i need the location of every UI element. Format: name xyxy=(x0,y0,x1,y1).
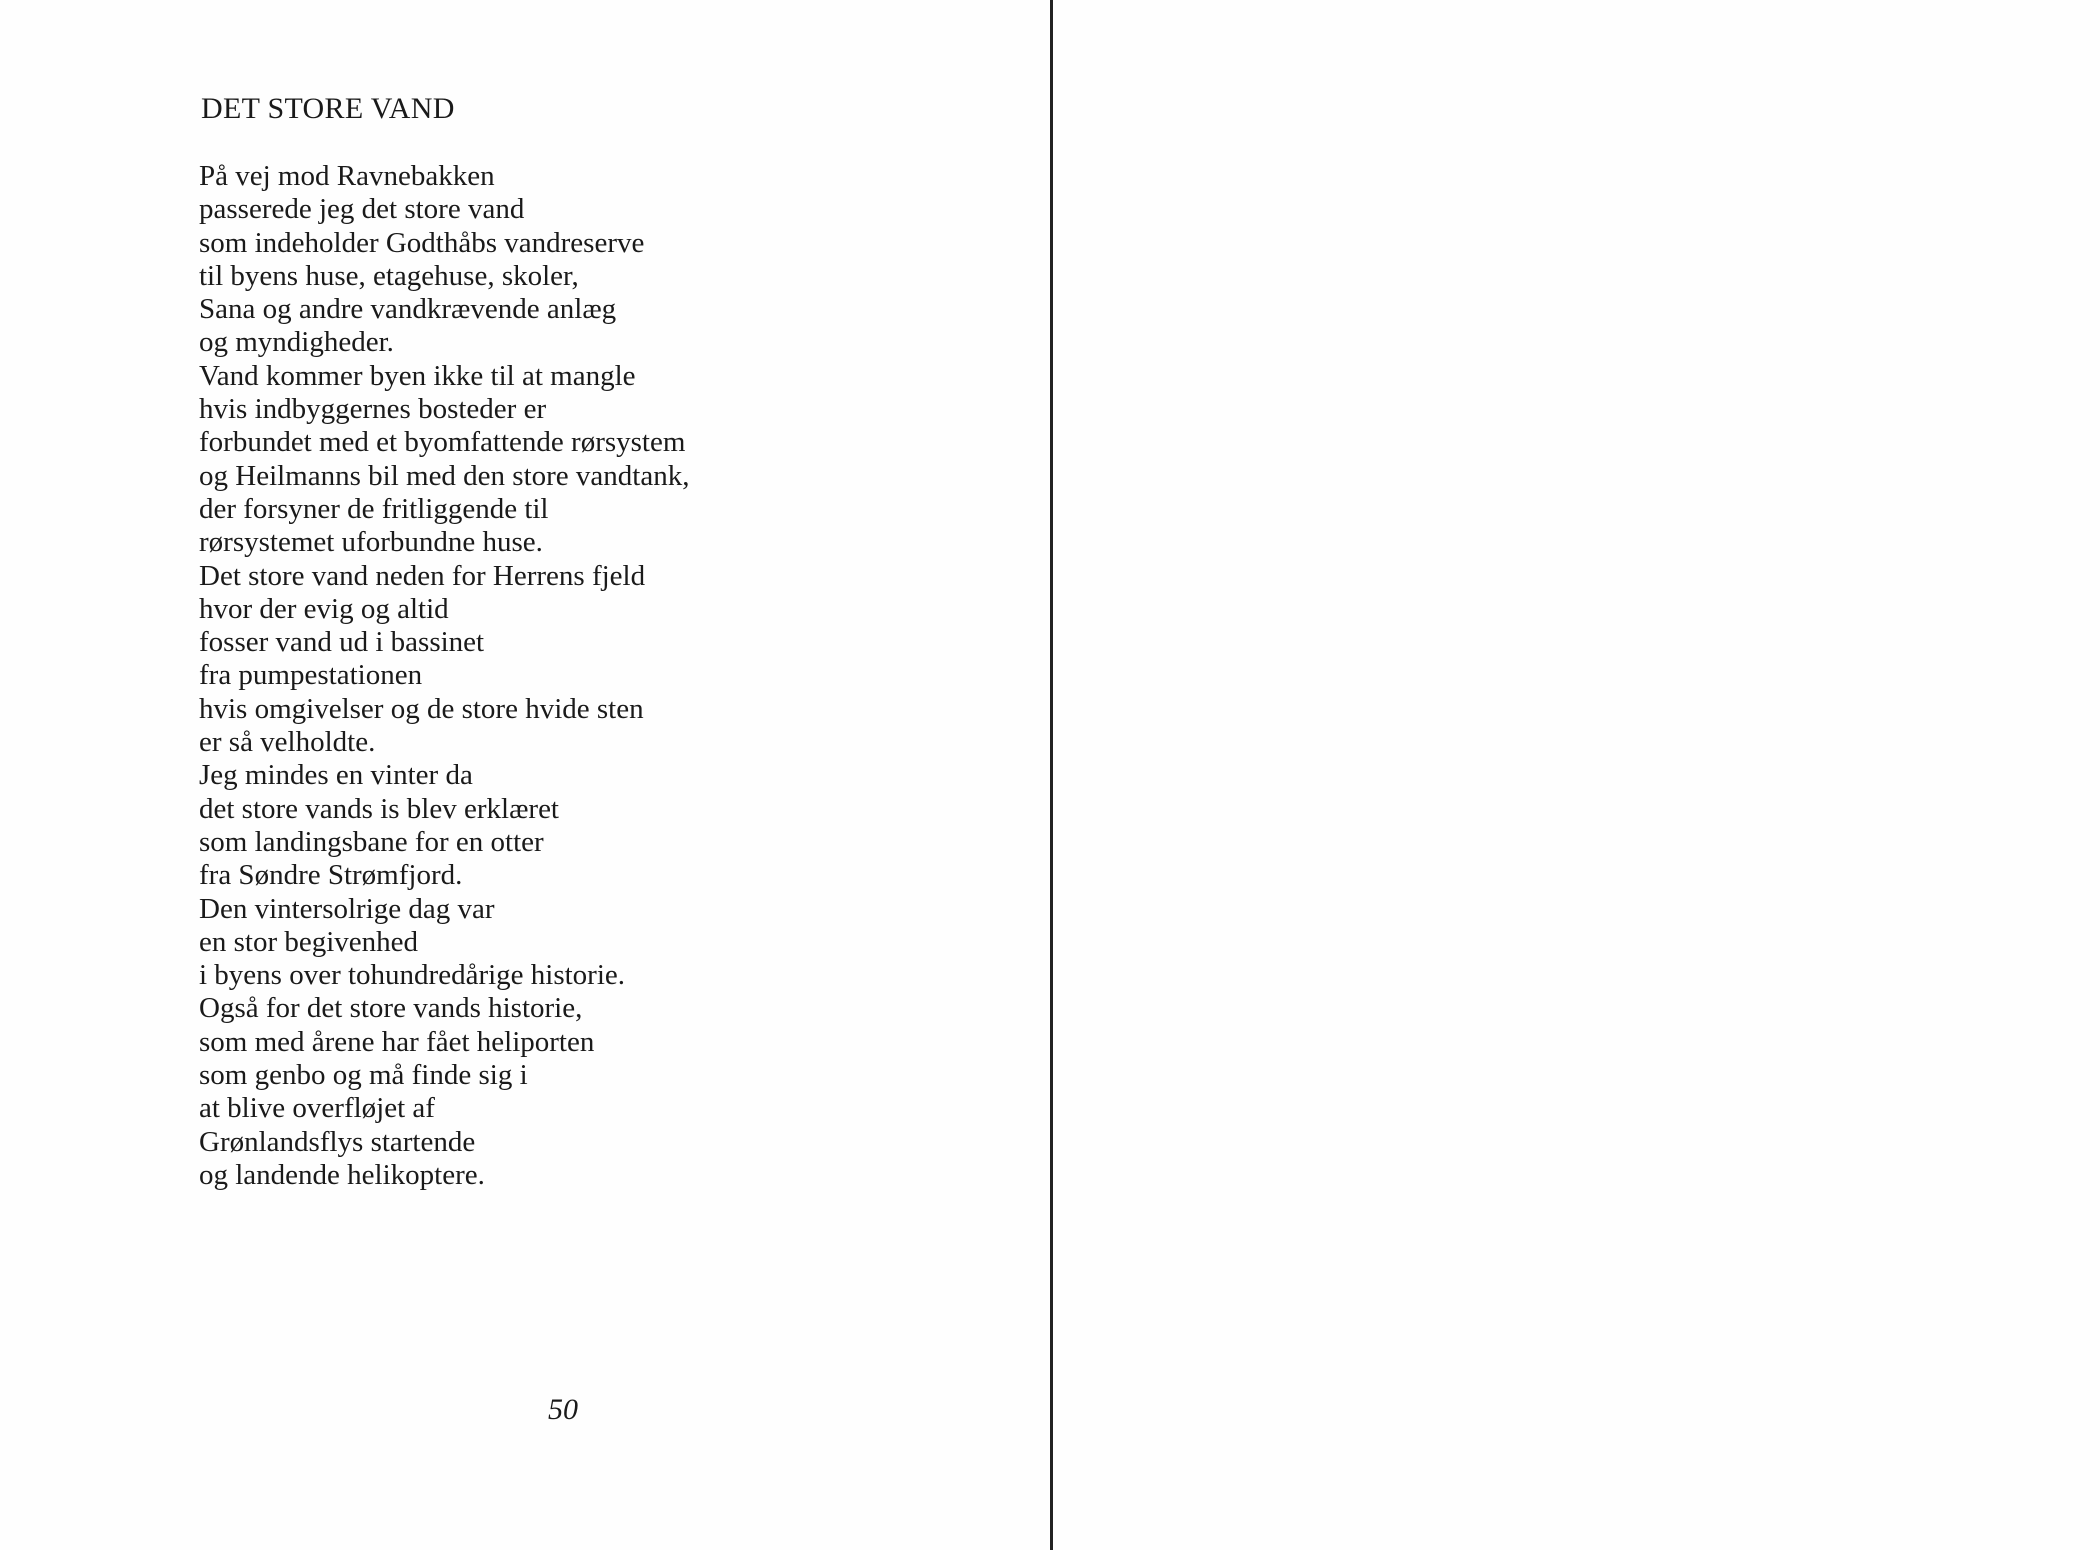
page-number: 50 xyxy=(548,1393,578,1426)
poem-line: forbundet med et byomfattende rørsystem xyxy=(199,426,686,459)
poem-line: i byens over tohundredårige historie. xyxy=(199,959,626,992)
poem-line: hvor der evig og altid xyxy=(199,592,449,625)
poem-line: som med årene har fået heliporten xyxy=(199,1025,595,1058)
book-gutter xyxy=(1050,0,1053,1550)
poem-body xyxy=(199,160,689,1192)
poem-line: passerede jeg det store vand xyxy=(199,193,525,226)
poem-line: og myndigheder. xyxy=(199,326,394,359)
poem-line: hvis indbyggernes bosteder er xyxy=(199,393,547,426)
poem-title: DET STORE VAND xyxy=(201,92,455,125)
poem-line: Grønlandsflys startende xyxy=(199,1125,476,1158)
poem-line: fra Søndre Strømfjord. xyxy=(199,859,463,892)
poem-line: er så velholdte. xyxy=(199,726,376,759)
poem-line: og Heilmanns bil med den store vandtank, xyxy=(199,459,690,492)
poem-line: fosser vand ud i bassinet xyxy=(199,626,485,659)
poem-line: Vand kommer byen ikke til at mangle xyxy=(199,359,636,392)
poem-line: til byens huse, etagehuse, skoler, xyxy=(199,259,579,292)
poem-line: som landingsbane for en otter xyxy=(199,825,544,858)
poem-line: Sana og andre vandkrævende anlæg xyxy=(199,293,617,326)
right-page xyxy=(1054,0,2100,1550)
poem-line: at blive overfløjet af xyxy=(199,1092,435,1125)
poem-line: fra pumpestationen xyxy=(199,659,423,692)
poem-line: og landende helikoptere. xyxy=(199,1158,485,1191)
poem-line: Også for det store vands historie, xyxy=(199,992,583,1025)
poem-line: rørsystemet uforbundne huse. xyxy=(199,526,543,559)
poem-line: På vej mod Ravnebakken xyxy=(199,160,495,192)
poem-line: Den vintersolrige dag var xyxy=(199,892,495,925)
poem-line: en stor begivenhed xyxy=(199,925,419,958)
poem-line: Det store vand neden for Herrens fjeld xyxy=(199,559,646,592)
poem-line: som indeholder Godthåbs vandreserve xyxy=(199,226,645,259)
poem-line: der forsyner de fritliggende til xyxy=(199,492,549,525)
poem-line: det store vands is blev erklæret xyxy=(199,792,559,825)
poem-line: Jeg mindes en vinter da xyxy=(199,759,473,792)
poem-line: som genbo og må finde sig i xyxy=(199,1059,528,1092)
poem-line: hvis omgivelser og de store hvide sten xyxy=(199,692,644,725)
